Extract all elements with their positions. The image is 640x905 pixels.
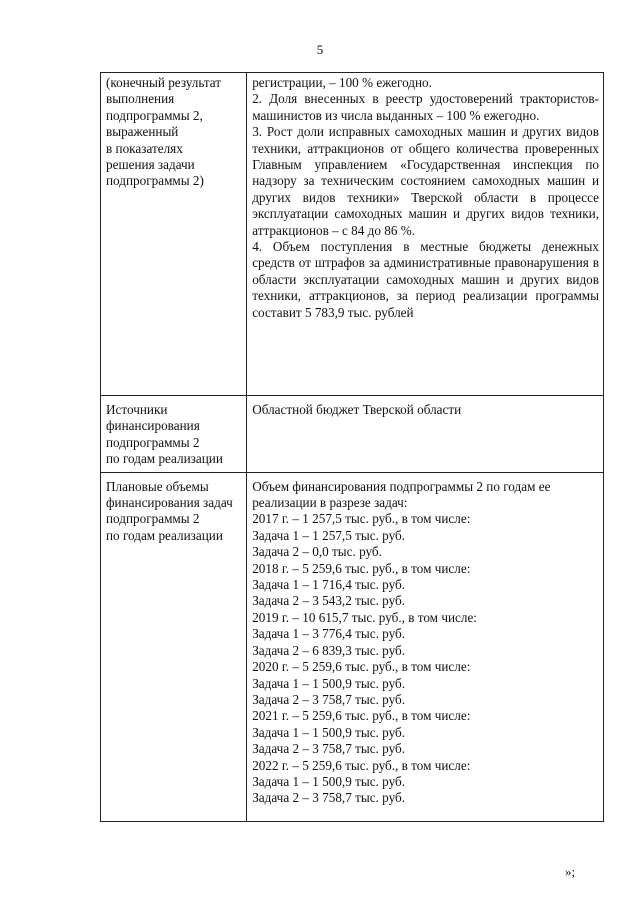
result-paragraph: 2. Доля внесенных в реестр удостоверений трактористов-машинистов из числа выданных – 100 % ежегодно. [252,91,599,123]
label-line: финансирования задач [106,495,233,511]
financing-line: Задача 1 – 1 500,9 тыс. руб. [252,675,406,691]
label-line: Источники [106,402,168,417]
financing-line: Задача 2 – 3 758,7 тыс. руб. [252,741,406,757]
label-line: выполнения [106,91,175,107]
label-line: выраженный [106,124,179,140]
label-line: по годам реализации [106,451,223,467]
label-line: Плановые объемы [106,478,209,494]
financing-line: Задача 2 – 0,0 тыс. руб. [252,544,382,560]
label-line: подпрограммы 2 [106,434,200,450]
table-row-expected-results [101,73,604,396]
label-line: решения задачи [106,157,195,173]
result-paragraph: 4. Объем поступления в местные бюджеты денежных средств от штрафов за административные правонарушения в области эксплуатации самоходных машин и других видов техники, аттракционов, за период реализации программы составит 5 783,9 тыс. рублей [252,239,599,320]
result-paragraph: 3. Рост доли исправных самоходных машин и других видов техники, аттракционов от общего количества проверенных Главным управлением «Государственная инспекция по надзору за техническим состоянием самоходных машин и других видов техники» Тверской области в процессе эксплуатации самоходных машин и других видов техники, аттракционов – с 84 до 86 %. [252,124,599,238]
financing-line: Задача 2 – 3 543,2 тыс. руб. [252,593,406,609]
financing-line: Задача 1 – 1 257,5 тыс. руб. [252,527,406,543]
label-line: по годам реализации [106,527,223,543]
planned-volumes-intro: Объем финансирования подпрограммы 2 по годам ее реализации в разрезе задач: [252,478,551,511]
label-line: (конечный результат [106,75,222,90]
financing-line: Задача 1 – 1 500,9 тыс. руб. [252,773,406,789]
financing-line: Задача 1 – 1 716,4 тыс. руб. [252,577,406,593]
financing-line: Задача 2 – 3 758,7 тыс. руб. [252,691,406,707]
financing-line: 2021 г. – 5 259,6 тыс. руб., в том числе: [252,708,471,724]
table-row-planned-volumes [101,472,604,821]
page-number: 5 [316,42,324,57]
financing-line: Задача 2 – 3 758,7 тыс. руб. [252,790,406,806]
row-label-financing-sources [101,396,247,473]
table-row-financing-sources [101,396,604,473]
financing-line: 2022 г. – 5 259,6 тыс. руб., в том числе: [252,757,471,773]
financing-line: Задача 1 – 3 776,4 тыс. руб. [252,626,406,642]
financing-line: Задача 2 – 6 839,3 тыс. руб. [252,642,406,658]
label-line: подпрограммы 2) [106,173,204,189]
closing-quote-mark: »; [565,864,576,879]
result-paragraph: регистрации, – 100 % ежегодно. [252,75,432,90]
label-line: подпрограммы 2, [106,107,203,123]
row-value-planned-volumes [247,472,604,821]
row-value-expected-results [247,73,604,396]
financing-line: Задача 1 – 1 500,9 тыс. руб. [252,724,406,740]
financing-line: 2017 г. – 1 257,5 тыс. руб., в том числе: [252,511,471,527]
label-line: в показателях [106,140,183,156]
financing-source-text: Областной бюджет Тверской области [252,402,462,417]
financing-line: 2018 г. – 5 259,6 тыс. руб., в том числе: [252,560,471,576]
planned-volumes-list [252,511,599,806]
row-label-planned-volumes [101,472,247,821]
row-label-expected-results [101,73,247,396]
subprogram-passport-table [100,72,604,822]
row-value-financing-sources [247,396,604,473]
label-line: подпрограммы 2 [106,511,200,527]
label-line: финансирования [106,418,200,434]
expected-results-text [252,75,599,321]
financing-line: 2020 г. – 5 259,6 тыс. руб., в том числе: [252,659,471,675]
financing-line: 2019 г. – 10 615,7 тыс. руб., в том числе: [252,609,477,625]
